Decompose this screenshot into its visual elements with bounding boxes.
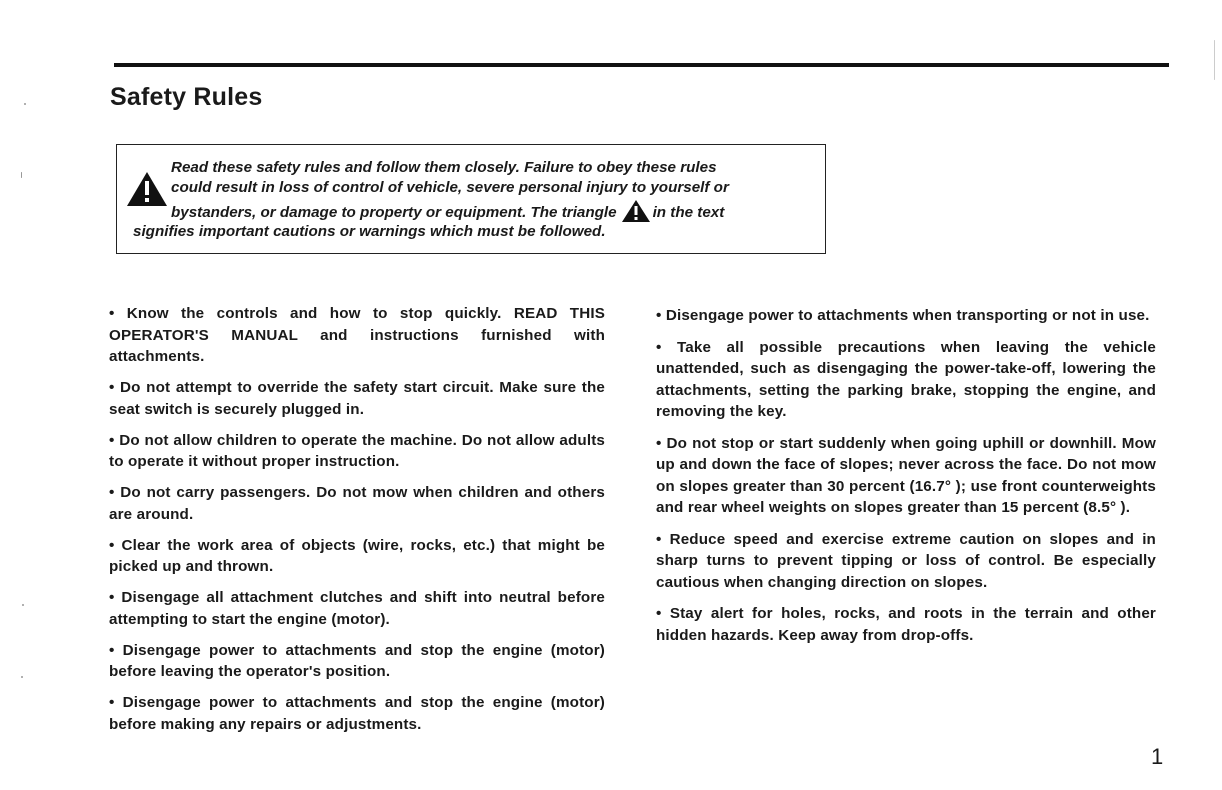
warning-line-1: Read these safety rules and follow them closely. Failure to obey these rules <box>171 159 717 176</box>
warning-triangle-icon <box>126 171 168 207</box>
warning-line-4: signifies important cautions or warnings which must be followed. <box>133 223 606 240</box>
rule-item: • Take all possible precautions when leaving the vehicle unattended, such as disengaging the power-take-off, lowering the attachments, setting the parking brake, stopping the engine, and removing the key. <box>656 338 1156 420</box>
warning-line-2: could result in loss of control of vehicle, severe personal injury to yourself or <box>171 179 729 196</box>
warning-line-3-text: bystanders, or damage to property or equipment. The triangle <box>171 204 617 221</box>
scan-speck <box>24 103 26 105</box>
rule-item: • Do not allow children to operate the machine. Do not allow adults to operate it without proper instruction. <box>109 431 605 470</box>
left-rules-column <box>109 303 605 745</box>
warning-box <box>116 144 826 254</box>
rule-item: • Clear the work area of objects (wire, rocks, etc.) that might be picked up and thrown. <box>109 536 605 575</box>
page-title: Safety Rules <box>110 83 263 111</box>
warning-triangle-inline-icon <box>621 199 651 223</box>
rule-item: • Disengage power to attachments and stop the engine (motor) before leaving the operator's position. <box>109 641 605 680</box>
rule-item: • Disengage all attachment clutches and shift into neutral before attempting to start the engine (motor). <box>109 589 605 628</box>
rule-item: • Stay alert for holes, rocks, and roots in the terrain and other hidden hazards. Keep away from drop-offs. <box>656 605 1156 644</box>
rule-item: • Disengage power to attachments when transporting or not in use. <box>656 307 1150 324</box>
warning-line-3-tail: in the text <box>652 204 725 221</box>
rule-item: • Do not stop or start suddenly when going uphill or downhill. Mow up and down the face of slopes; never across the face. Do not mow on slopes greater than 30 percent (16.7° ); use front counterweights and rear wheel weights on slopes greater than 15 percent (8.5° ). <box>656 434 1156 516</box>
rule-item: • Do not carry passengers. Do not mow when children and others are around. <box>109 484 605 523</box>
page-number: 1 <box>1151 744 1164 769</box>
rule-item: • Do not attempt to override the safety start circuit. Make sure the seat switch is securely plugged in. <box>109 379 605 418</box>
right-rules-column <box>656 305 1156 656</box>
rule-item: • Disengage power to attachments and stop the engine (motor) before making any repairs or adjustments. <box>109 694 605 733</box>
rule-item: • Reduce speed and exercise extreme caution on slopes and in sharp turns to prevent tipping or loss of control. Be especially cautious when changing direction on slopes. <box>656 530 1156 591</box>
header-rule <box>114 63 1169 67</box>
scan-speck <box>1214 40 1215 80</box>
scan-speck <box>21 172 22 178</box>
rule-item: • Know the controls and how to stop quickly. READ THIS OPERATOR'S MANUAL and instructions furnished with attachments. <box>109 305 605 365</box>
scan-speck <box>22 604 24 606</box>
scan-speck <box>21 676 23 678</box>
